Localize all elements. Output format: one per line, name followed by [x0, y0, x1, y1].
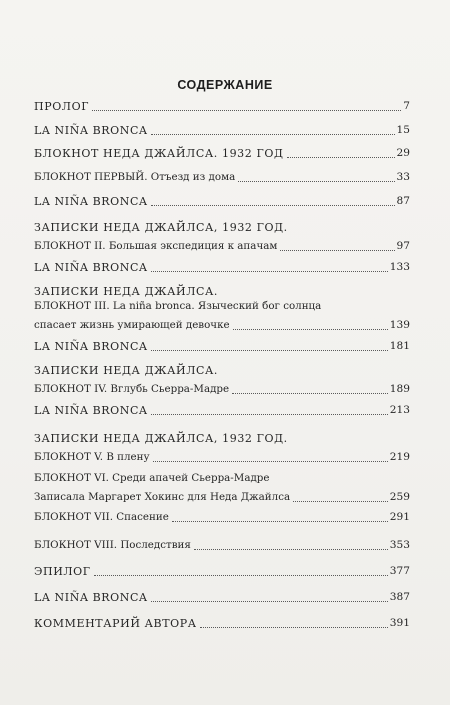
- dot-leader: [280, 249, 394, 251]
- toc-title: СОДЕРЖАНИЕ: [177, 78, 273, 92]
- dot-leader: [151, 133, 395, 135]
- toc-page-number: 7: [403, 100, 410, 112]
- dot-leader: [151, 413, 388, 415]
- toc-page-number: 353: [389, 539, 410, 551]
- toc-entry-row: [34, 260, 410, 275]
- toc-entry-label: БЛОКНОТ II. Большая экспедиция к апачам: [34, 240, 278, 252]
- toc-entry: [34, 220, 410, 254]
- toc-page-number: 377: [389, 565, 410, 577]
- toc-entry-label: LA NIÑA BRONCA: [34, 261, 148, 274]
- toc-entry-label: спасает жизнь умирающей девочке: [34, 319, 230, 331]
- toc-page-number: 29: [396, 147, 410, 159]
- toc-entry-heading: ЗАПИСКИ НЕДА ДЖАЙЛСА, 1932 ГОД.: [34, 221, 288, 234]
- toc-entry-label: БЛОКНОТ НЕДА ДЖАЙЛСА. 1932 ГОД: [34, 147, 284, 160]
- toc-entry: [34, 284, 410, 333]
- toc-entry-label: БЛОКНОТ VIII. Последствия: [34, 539, 191, 551]
- toc-page-number: 189: [389, 383, 410, 395]
- dot-leader: [232, 392, 388, 394]
- toc-entry: [34, 146, 410, 161]
- toc-entry: [34, 538, 410, 553]
- toc-entry-row: [34, 450, 410, 465]
- toc-page-number: 387: [389, 591, 410, 603]
- toc-entry-label: LA NIÑA BRONCA: [34, 404, 148, 417]
- dot-leader: [94, 574, 388, 576]
- toc-entry: [34, 99, 410, 114]
- toc-entry-heading: БЛОКНОТ III. La niña bronca. Языческий бог солнца: [34, 300, 322, 312]
- toc-entry-label: БЛОКНОТ VII. Спасение: [34, 511, 169, 523]
- toc-page-number: 291: [389, 511, 410, 523]
- toc-entry: [34, 431, 410, 465]
- toc-entry-row: [34, 616, 410, 631]
- dot-leader: [233, 328, 388, 330]
- toc-entry: [34, 403, 410, 418]
- toc-page-number: 133: [389, 261, 410, 273]
- dot-leader: [172, 520, 388, 522]
- dot-leader: [153, 460, 388, 462]
- toc-entry-row: [34, 510, 410, 525]
- toc-entry: [34, 339, 410, 354]
- toc-page-number: 391: [389, 617, 410, 629]
- toc-page-number: 181: [389, 340, 410, 352]
- toc-entry-label: ПРОЛОГ: [34, 100, 90, 113]
- toc-page-number: 87: [396, 195, 410, 207]
- dot-leader: [238, 180, 394, 182]
- toc-entry: [34, 510, 410, 525]
- toc-entry-row: [34, 123, 410, 138]
- toc-page-number: 213: [389, 404, 410, 416]
- toc-entry: [34, 194, 410, 209]
- toc-entry-row: [34, 194, 410, 209]
- toc-entry-row: [34, 99, 410, 114]
- toc-page-number: 97: [396, 240, 410, 252]
- dot-leader: [151, 204, 395, 206]
- dot-leader: [151, 600, 388, 602]
- toc-entry-label: LA NIÑA BRONCA: [34, 340, 148, 353]
- toc-entry-row: [34, 170, 410, 185]
- toc-entry-label: БЛОКНОТ V. В плену: [34, 451, 150, 463]
- toc-entry: [34, 170, 410, 185]
- toc-entry-label: БЛОКНОТ ПЕРВЫЙ. Отъезд из дома: [34, 171, 236, 183]
- toc-entry-label: Записала Маргарет Хокинс для Неда Джайлса: [34, 491, 291, 503]
- toc-entry: [34, 616, 410, 631]
- toc-entry: [34, 123, 410, 138]
- toc-entry: [34, 564, 410, 579]
- dot-leader: [92, 109, 401, 111]
- toc-entry-heading: ЗАПИСКИ НЕДА ДЖАЙЛСА, 1932 ГОД.: [34, 432, 288, 445]
- dot-leader: [200, 626, 388, 628]
- toc-entry-heading: БЛОКНОТ VI. Среди апачей Сьерра-Мадре: [34, 472, 270, 484]
- toc-page-number: 15: [396, 124, 410, 136]
- toc-entry-row: [34, 590, 410, 605]
- toc-page-number: 259: [389, 491, 410, 503]
- toc-page-number: 219: [389, 451, 410, 463]
- toc-entry-row: [34, 318, 410, 333]
- toc-entry-row: [34, 239, 410, 254]
- toc-entry-row: [34, 146, 410, 161]
- toc-entry-row: [34, 382, 410, 397]
- toc-page-number: 33: [396, 171, 410, 183]
- toc-entry-row: [34, 339, 410, 354]
- dot-leader: [151, 270, 388, 272]
- toc-entry-label: БЛОКНОТ IV. Вглубь Сьерра-Мадре: [34, 383, 230, 395]
- toc-page-number: 139: [389, 319, 410, 331]
- toc-entry-heading: ЗАПИСКИ НЕДА ДЖАЙЛСА.: [34, 364, 219, 377]
- dot-leader: [151, 349, 388, 351]
- toc-entry: [34, 260, 410, 275]
- toc-entry: [34, 363, 410, 397]
- toc-entry-heading: ЗАПИСКИ НЕДА ДЖАЙЛСА.: [34, 285, 219, 298]
- dot-leader: [287, 156, 395, 158]
- toc-entry-label: LA NIÑA BRONCA: [34, 124, 148, 137]
- dot-leader: [194, 548, 388, 550]
- toc-entry: [34, 590, 410, 605]
- toc-entry-row: [34, 564, 410, 579]
- toc-entry-label: КОММЕНТАРИЙ АВТОРА: [34, 617, 197, 630]
- toc-entry-row: [34, 538, 410, 553]
- toc-entry: [34, 471, 410, 505]
- toc-entry-label: LA NIÑA BRONCA: [34, 195, 148, 208]
- toc-entry-label: ЭПИЛОГ: [34, 565, 91, 578]
- dot-leader: [293, 500, 388, 502]
- toc-entry-row: [34, 490, 410, 505]
- toc-entry-row: [34, 403, 410, 418]
- toc-entry-label: LA NIÑA BRONCA: [34, 591, 148, 604]
